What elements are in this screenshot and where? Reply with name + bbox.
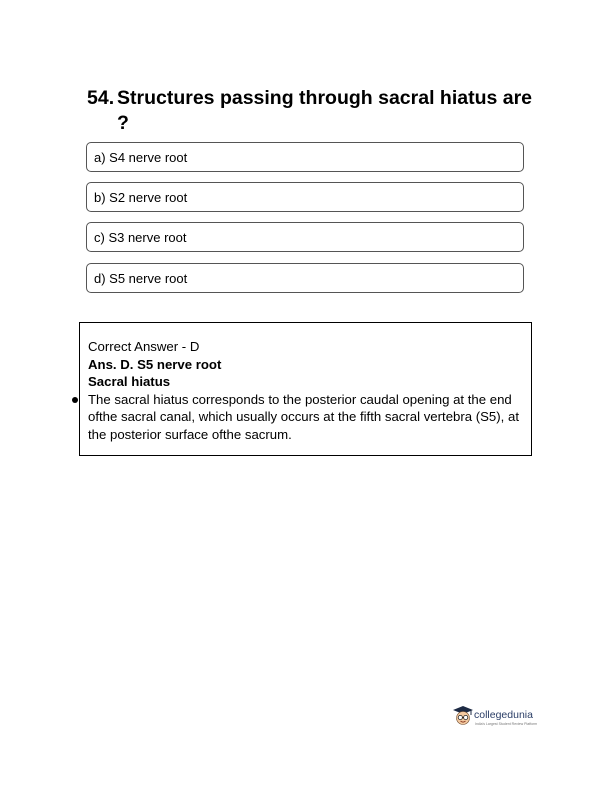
question-text: Structures passing through sacral hiatus are ? xyxy=(117,87,533,134)
explanation-heading: Sacral hiatus xyxy=(88,374,171,389)
collegedunia-logo xyxy=(452,703,552,733)
explanation-text: The sacral hiatus corresponds to the posterior caudal opening at the end ofthe sacral canal, which usually occurs at the fifth sacral vertebra (S5), at the posterior surface ofthe sacrum. xyxy=(88,391,519,442)
answer-line: Ans. D. S5 nerve root xyxy=(88,356,222,372)
explanation-item xyxy=(88,391,523,444)
question-number: 54. xyxy=(87,87,115,109)
bullet-icon xyxy=(72,397,78,403)
option-c[interactable]: c) S3 nerve root xyxy=(86,222,524,252)
correct-answer-line: Correct Answer - D xyxy=(88,339,200,354)
logo-name: collegedunia xyxy=(474,709,533,721)
answer-box xyxy=(79,322,532,456)
option-d[interactable]: d) S5 nerve root xyxy=(86,263,524,293)
mascot-icon xyxy=(452,705,474,727)
option-a[interactable]: a) S4 nerve root xyxy=(86,142,524,172)
option-b[interactable]: b) S2 nerve root xyxy=(86,182,524,212)
logo-tagline: India's Largest Student Review Platform xyxy=(475,722,538,726)
